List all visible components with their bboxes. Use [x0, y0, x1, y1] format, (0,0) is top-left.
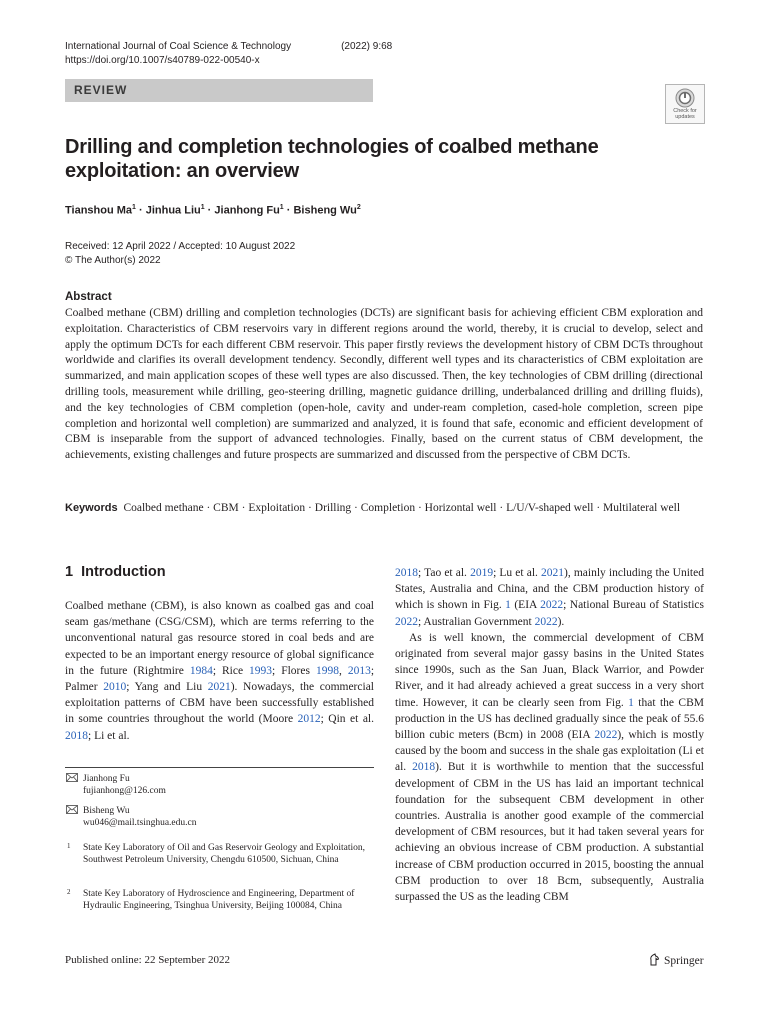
journal-volume: (2022) 9:68 [341, 41, 393, 52]
corresponding-author-name: Jianhong Fu [83, 774, 130, 784]
published-date: Published online: 22 September 2022 [65, 954, 230, 966]
body-text: ). [557, 615, 565, 628]
author-affiliation-mark: 2 [356, 204, 361, 211]
affiliation-mark: 1 [67, 842, 71, 850]
figure-link[interactable]: 1 [628, 696, 634, 709]
citation-link[interactable]: 1984 [189, 664, 213, 677]
body-text: As is well known, the commercial development of CBM originated from several major gassy basins in the United States since 1990s, such as the San Juan, Black Warrior, and Powder River, and it had already achieved a great success in a very short time. However, it can be clearly seen from Fig. [395, 631, 704, 709]
citation-link[interactable]: 1993 [249, 664, 273, 677]
section-title: Introduction [81, 564, 166, 580]
intro-left-column [65, 598, 374, 744]
citation-link[interactable]: 2022 [594, 729, 618, 742]
received-dates: Received: 12 April 2022 / Accepted: 10 August 2022 [65, 241, 296, 252]
check-for-updates-badge[interactable] [665, 84, 705, 124]
citation-link[interactable]: 2021 [541, 567, 565, 579]
email-link[interactable]: fujianhong@126.com [83, 786, 166, 796]
author-list [65, 204, 361, 217]
check-updates-icon [675, 88, 695, 108]
footnote-affiliation-2 [65, 888, 374, 912]
abstract-heading: Abstract [65, 291, 112, 303]
figure-link[interactable]: 1 [505, 599, 511, 612]
footnote-divider [65, 767, 374, 768]
citation-link[interactable]: 2010 [103, 681, 127, 694]
email-link[interactable]: wu046@mail.tsinghua.edu.cn [83, 818, 197, 828]
body-text: (EIA [510, 599, 541, 612]
footnote-affiliation-1 [65, 842, 374, 866]
citation-link[interactable]: 2013 [347, 664, 371, 677]
body-text: ; Rice [212, 664, 250, 677]
citation-link[interactable]: 2018 [65, 729, 88, 742]
author-affiliation-mark: 1 [132, 204, 136, 211]
paragraph [395, 630, 704, 905]
body-text: ; Palmer [65, 664, 375, 694]
author-name[interactable]: Tianshou Ma [65, 204, 133, 217]
body-text: ; National Bureau of Statistics [563, 599, 704, 612]
body-text: ). Nowadays, the commercial exploitation patterns of CBM have been successfully established in some countries throughout the world (Moore [65, 681, 374, 726]
body-text: Coalbed methane (CBM), is also known as coalbed gas and coal seam gas/methane (CSG/CSM), which are terms referring to the unconventional natural gas resource stored in coal beds and are expected to be an important energy resource of global significance in the future (Rightmire [65, 600, 374, 677]
body-text: ; Australian Government [418, 615, 535, 628]
body-text: that the CBM production in the US has declined gradually since the peak of 55.6 billion cubic meters (Bcm) in 2008 (EIA [395, 696, 704, 742]
keywords-heading: Keywords [65, 502, 118, 514]
body-text: ), mainly including the United States, Australia and China, and the CBM production history of which is shown in Fig. [395, 567, 704, 612]
check-badge-line2: updates [675, 114, 695, 120]
envelope-icon [65, 773, 79, 782]
publisher-logo [648, 953, 704, 967]
section-number: 1 [65, 564, 74, 580]
affiliation-text: State Key Laboratory of Hydroscience and Engineering, Department of Hydraulic Engineering, Tsinghua University, Beijing 100084, China [83, 889, 355, 911]
springer-horse-icon [648, 953, 661, 966]
citation-link[interactable]: 2012 [297, 713, 321, 726]
citation-link[interactable]: 2021 [207, 681, 231, 694]
copyright-notice: © The Author(s) 2022 [65, 255, 161, 266]
body-text: , [338, 664, 348, 677]
author-affiliation-mark: 1 [200, 204, 205, 211]
citation-link[interactable]: 2022 [395, 615, 418, 628]
author-separator: · [283, 204, 294, 217]
body-text: ). But it is worthwhile to mention that the successful development of CBM in the US has laid an important technical foundation for the subsequent CBM development in other countries. Australia is another good example of the commercial development of CBM resources, but it had taken several years for achieving an obvious increase of CBM production. A substantial increase of CBM production occurred in 2015, boosting the annual CBM production to over 18 Bcm, subsequently, Australia surpassed the US as the leading CBM [395, 761, 704, 904]
section-heading-introduction [65, 564, 166, 580]
publisher-name: Springer [664, 955, 704, 967]
author-affiliation-mark: 1 [279, 204, 284, 211]
abstract-text: Coalbed methane (CBM) drilling and completion technologies (DCTs) are significant basis for achieving efficient CBM exploration and exploitation. Characteristics of CBM reservoirs vary in different regions around the world, thereby, it is crucial to develop, select and apply the optimum DCTs for each different CBM reservoir. This paper firstly reviews the development history of CBM DCTs throughout worldwide and clarifies its overall development tendency. Secondly, different well types and its characteristics of CBM exploitation are summarized, and main application scopes of these well types are also discussed. Then, the key technologies of CBM drilling (directional drilling tools, measurement while drilling, geo-steering drilling, magnetic guidance drilling, underbalanced drilling and drilling fluids), and the key technologies of CBM completion (open-hole, cavity and under-ream completion, cased-hole completion, screen pipe completion and horizontal well completion) are summarized and analyzed, it is found that safe, economic and efficient development of CBM is inseparable from the support of advanced technologies. Finally, based on the current status of CBM development, the achievements, existing challenges and future prospects are summarized and discussed from the perspective of CBM DCTs. [65, 307, 703, 462]
citation-link[interactable]: 2022 [540, 599, 564, 612]
keywords [65, 501, 703, 517]
body-text: ; Tao et al. [418, 567, 471, 579]
citation-link[interactable]: 1998 [315, 664, 339, 677]
keywords-list: Coalbed methane · CBM · Exploitation · Drilling · Completion · Horizontal well · L/U/V-shaped well · Multilateral well [123, 502, 681, 514]
citation-link[interactable]: 2018 [395, 567, 418, 579]
corresponding-author-name: Bisheng Wu [83, 806, 130, 816]
citation-link[interactable]: 2019 [470, 567, 494, 579]
paragraph [395, 565, 704, 630]
affiliation-mark: 2 [67, 888, 71, 896]
footnote-correspondence-1 [65, 773, 374, 797]
author-separator: · [135, 204, 146, 217]
envelope-icon [65, 805, 79, 814]
author-separator: · [204, 204, 215, 217]
body-text: ; Lu et al. [493, 567, 542, 579]
section-banner [65, 79, 373, 102]
body-text: ; Flores [272, 664, 316, 677]
journal-header [65, 41, 392, 52]
author-name[interactable]: Bisheng Wu [293, 204, 357, 217]
body-text: ; Li et al. [88, 729, 130, 742]
intro-right-column [395, 565, 704, 905]
body-text: ; Qin et al. [320, 713, 375, 726]
body-text: ), which is mostly caused by the boom and success in the shale gas exploitation (Li et al. [395, 729, 704, 774]
citation-link[interactable]: 2018 [412, 761, 436, 774]
check-badge-line1: Check for [673, 108, 697, 114]
author-name[interactable]: Jinhua Liu [145, 204, 201, 217]
doi-link[interactable]: https://doi.org/10.1007/s40789-022-00540-x [65, 55, 260, 66]
footnote-correspondence-2 [65, 805, 374, 829]
citation-link[interactable]: 2022 [534, 615, 558, 628]
affiliation-text: State Key Laboratory of Oil and Gas Reservoir Geology and Exploitation, Southwest Petroleum University, Chengdu 610500, Sichuan, China [83, 843, 366, 865]
journal-name: International Journal of Coal Science & Technology [65, 41, 292, 52]
author-name[interactable]: Jianhong Fu [214, 204, 280, 217]
article-title: Drilling and completion technologies of coalbed methane exploitation: an overview [65, 136, 599, 182]
section-label: REVIEW [74, 83, 128, 97]
body-text: ; Yang and Liu [126, 681, 208, 694]
